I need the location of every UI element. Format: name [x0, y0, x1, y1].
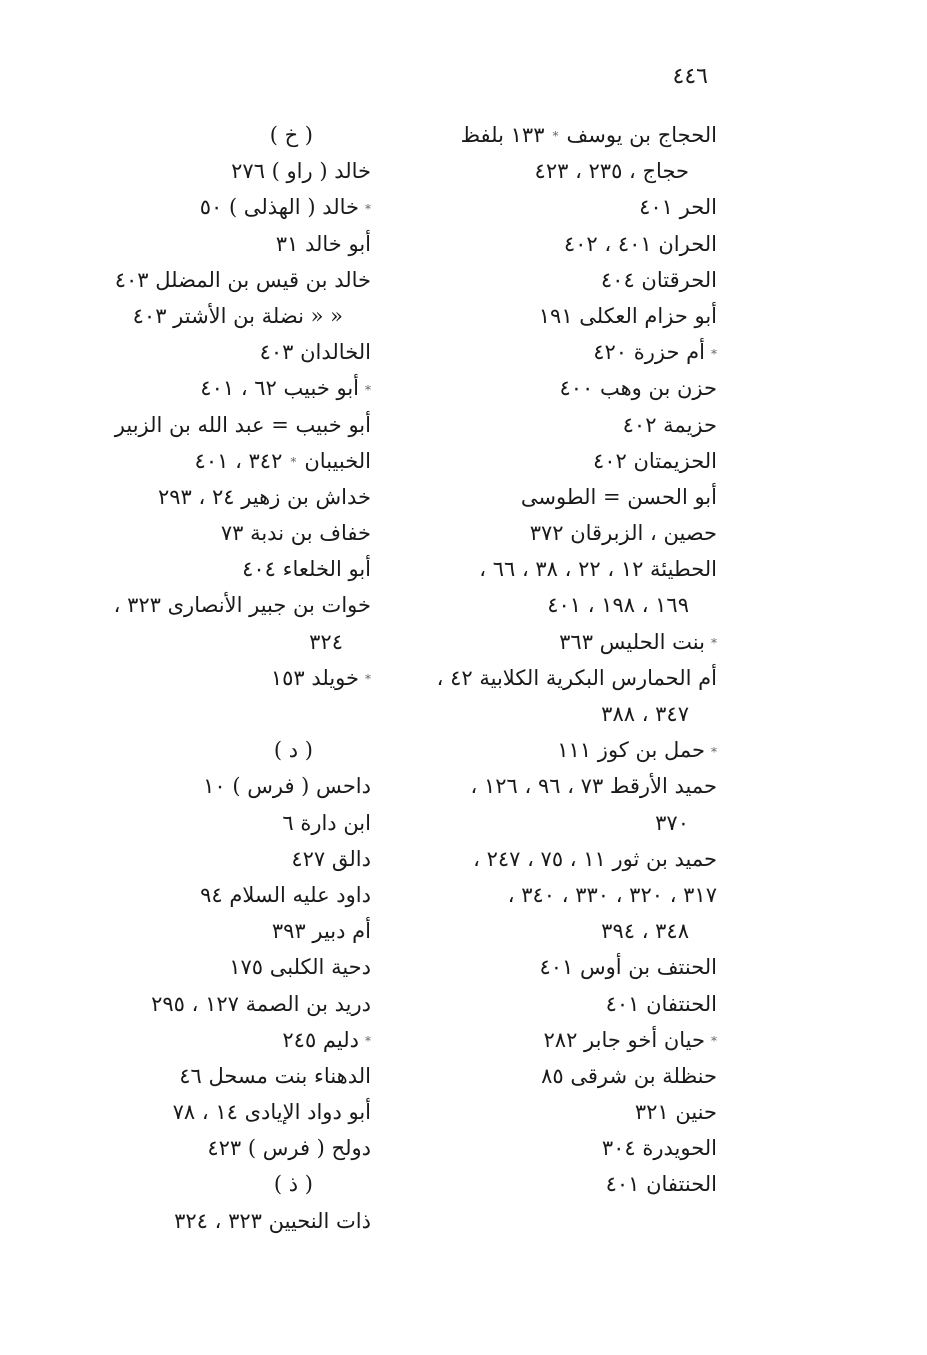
- index-entry: [407, 117, 717, 153]
- index-entry: [407, 298, 717, 334]
- entry-text: « « نضلة بن الأشتر ٤٠٣: [132, 303, 343, 328]
- entry-text: خفاف بن ندبة ٧٣: [220, 521, 371, 546]
- entry-text: الحنتف بن أوس ٤٠١: [539, 955, 717, 980]
- asterisk-marker: *: [711, 1034, 717, 1049]
- entry-text: أبو خبيب = عبد الله بن الزبير: [114, 412, 371, 437]
- entry-text: الخبيبان: [304, 448, 371, 473]
- entry-text: الحجاج بن يوسف: [566, 123, 717, 147]
- index-entry: [71, 877, 371, 913]
- index-entry: [407, 479, 717, 515]
- entry-text: ( د ): [273, 738, 313, 763]
- index-entry: [71, 841, 371, 877]
- entry-text: أبو دواد الإيادى ١٤ ، ٧٨: [172, 1100, 371, 1125]
- entry-text: الحنتفان ٤٠١: [605, 1172, 717, 1197]
- index-entry: [407, 986, 717, 1022]
- index-entry: [407, 262, 717, 298]
- index-entry: [71, 515, 371, 551]
- entry-text: خالد ( الهذلى ) ٥٠: [199, 195, 359, 220]
- entry-text: خداش بن زهير ٢٤ ، ٢٩٣: [157, 484, 371, 509]
- entry-text: خويلد ١٥٣: [270, 665, 359, 690]
- entry-text: الحر ٤٠١: [639, 195, 717, 220]
- index-entry: [71, 660, 371, 696]
- entry-text: حزن بن وهب ٤٠٠: [559, 376, 717, 401]
- entry-text: خالد بن قيس بن المضلل ٤٠٣: [114, 267, 371, 292]
- entry-text: داحس ( فرس ) ١٠: [203, 774, 371, 799]
- index-entry: [71, 624, 371, 660]
- entry-text: الحطيئة ١٢ ، ٢٢ ، ٣٨ ، ٦٦ ،: [479, 557, 717, 582]
- asterisk-marker: *: [711, 346, 717, 361]
- index-entry: [407, 624, 717, 660]
- entry-text: الخالدان ٤٠٣: [259, 340, 371, 365]
- index-entry: [407, 407, 717, 443]
- index-entry: [71, 1130, 371, 1166]
- index-entry: [71, 153, 371, 189]
- entry-text: دريد بن الصمة ١٢٧ ، ٢٩٥: [151, 991, 371, 1016]
- index-entry: [407, 696, 717, 732]
- entry-text: دليم ٢٤٥: [282, 1027, 359, 1052]
- entry-text: أم حزرة ٤٢٠: [593, 340, 705, 365]
- index-entry: [71, 479, 371, 515]
- entry-text: أم دبير ٣٩٣: [271, 919, 371, 944]
- entry-text: ذات النحيين ٣٢٣ ، ٣٢٤: [174, 1208, 371, 1233]
- index-entry: [407, 841, 717, 877]
- entry-pages: ٣٤٢ ، ٤٠١: [194, 448, 283, 473]
- index-entry: [71, 407, 371, 443]
- entry-text: دحية الكلبى ١٧٥: [229, 955, 371, 980]
- entry-text: خوات بن جبير الأنصارى ٣٢٣ ،: [113, 593, 371, 618]
- entry-text: أبو خبيب ٦٢ ، ٤٠١: [200, 376, 359, 401]
- index-entry: [407, 913, 717, 949]
- entry-text: حزيمة ٤٠٢: [622, 412, 717, 437]
- index-entry: [407, 805, 717, 841]
- asterisk-marker: *: [365, 1034, 371, 1049]
- index-entry: [407, 443, 717, 479]
- entry-text: أبو الخلعاء ٤٠٤: [242, 557, 371, 582]
- index-entry: [407, 732, 717, 768]
- index-entry: [407, 226, 717, 262]
- asterisk-marker: *: [711, 744, 717, 759]
- entry-text: حنين ٣٢١: [634, 1100, 717, 1125]
- index-entry: [71, 1022, 371, 1058]
- entry-text: ٣٤٧ ، ٣٨٨: [601, 702, 689, 726]
- index-entry: [71, 189, 371, 225]
- index-entry: [71, 1094, 371, 1130]
- index-entry: [71, 1058, 371, 1094]
- entry-text: حنظلة بن شرقى ٨٥: [541, 1063, 717, 1088]
- index-entry: [71, 370, 371, 406]
- entry-text: أبو الحسن = الطوسى: [520, 484, 717, 509]
- index-entry: [71, 443, 371, 479]
- index-entry: [407, 189, 717, 225]
- entry-text: الحويدرة ٣٠٤: [601, 1136, 717, 1161]
- index-entry: [407, 768, 717, 804]
- index-entry: [71, 587, 371, 623]
- entry-text: خالد ( راو ) ٢٧٦: [231, 159, 371, 184]
- index-entry: [71, 768, 371, 804]
- index-entry: [71, 1203, 371, 1239]
- entry-text: حميد بن ثور ١١ ، ٧٥ ، ٢٤٧ ،: [473, 846, 717, 871]
- entry-text: الحران ٤٠١ ، ٤٠٢: [563, 231, 717, 256]
- blank-line: [71, 696, 371, 732]
- entry-text: ٣٧٠: [655, 810, 689, 835]
- entry-text: ١٦٩ ، ١٩٨ ، ٤٠١: [547, 593, 689, 618]
- entry-text: داود عليه السلام ٩٤: [200, 882, 371, 907]
- asterisk-marker: *: [365, 382, 371, 397]
- entry-text: الحرقتان ٤٠٤: [600, 267, 717, 292]
- asterisk-marker: *: [290, 455, 297, 470]
- entry-pages: ١٣٣ بلفظ: [460, 123, 545, 147]
- index-entry: [71, 262, 371, 298]
- entry-text: حصين ، الزبرقان ٣٧٢: [529, 521, 717, 546]
- index-entry: [407, 515, 717, 551]
- section-heading: [71, 1166, 371, 1202]
- asterisk-marker: *: [365, 672, 371, 687]
- index-entry: [407, 370, 717, 406]
- index-entry: [407, 1130, 717, 1166]
- asterisk-marker: *: [365, 201, 371, 216]
- section-heading: [71, 732, 371, 768]
- index-column-right: [407, 117, 717, 1203]
- entry-text: الدهناء بنت مسحل ٤٦: [179, 1063, 371, 1088]
- index-entry: [407, 1058, 717, 1094]
- section-heading: [71, 117, 371, 153]
- entry-text: ٣١٧ ، ٣٢٠ ، ٣٣٠ ، ٣٤٠ ،: [507, 882, 717, 907]
- entry-text: الحنتفان ٤٠١: [605, 991, 717, 1016]
- index-entry: [71, 298, 371, 334]
- entry-text: دولح ( فرس ) ٤٢٣: [207, 1136, 371, 1161]
- index-entry: [407, 877, 717, 913]
- index-entry: [407, 153, 717, 189]
- entry-text: ٣٤٨ ، ٣٩٤: [601, 919, 689, 944]
- index-entry: [71, 949, 371, 985]
- index-entry: [407, 551, 717, 587]
- index-entry: [407, 1166, 717, 1202]
- page-number: ٤٤٦: [672, 64, 708, 89]
- index-entry: [407, 334, 717, 370]
- entry-text: أبو حزام العكلى ١٩١: [538, 303, 717, 328]
- entry-text: دالق ٤٢٧: [291, 846, 371, 871]
- entry-text: ( ذ ): [273, 1172, 313, 1197]
- entry-text: أبو خالد ٣١: [275, 231, 371, 256]
- entry-text: بنت الحليس ٣٦٣: [559, 629, 705, 654]
- entry-text: ( خ ): [269, 123, 313, 147]
- index-entry: [71, 805, 371, 841]
- index-entry: [71, 913, 371, 949]
- entry-text: حجاج ، ٢٣٥ ، ٤٢٣: [534, 159, 689, 184]
- index-entry: [407, 1094, 717, 1130]
- index-entry: [71, 226, 371, 262]
- index-entry: [407, 949, 717, 985]
- entry-text: حيان أخو جابر ٢٨٢: [543, 1027, 705, 1052]
- entry-text: حمل بن كوز ١١١: [557, 738, 705, 763]
- index-entry: [71, 334, 371, 370]
- index-entry: [407, 660, 717, 696]
- entry-text: ابن دارة ٦: [282, 810, 371, 835]
- index-entry: [71, 551, 371, 587]
- index-entry: [71, 986, 371, 1022]
- index-entry: [407, 587, 717, 623]
- asterisk-marker: *: [711, 636, 717, 651]
- entry-text: أم الحمارس البكرية الكلابية ٤٢ ،: [436, 665, 717, 690]
- index-entry: [407, 1022, 717, 1058]
- entry-text: ٣٢٤: [309, 629, 343, 654]
- entry-text: الحزيمتان ٤٠٢: [592, 448, 717, 473]
- asterisk-marker: *: [552, 129, 559, 144]
- index-column-left: [71, 117, 371, 1239]
- entry-text: حميد الأرقط ٧٣ ، ٩٦ ، ١٢٦ ،: [470, 774, 717, 799]
